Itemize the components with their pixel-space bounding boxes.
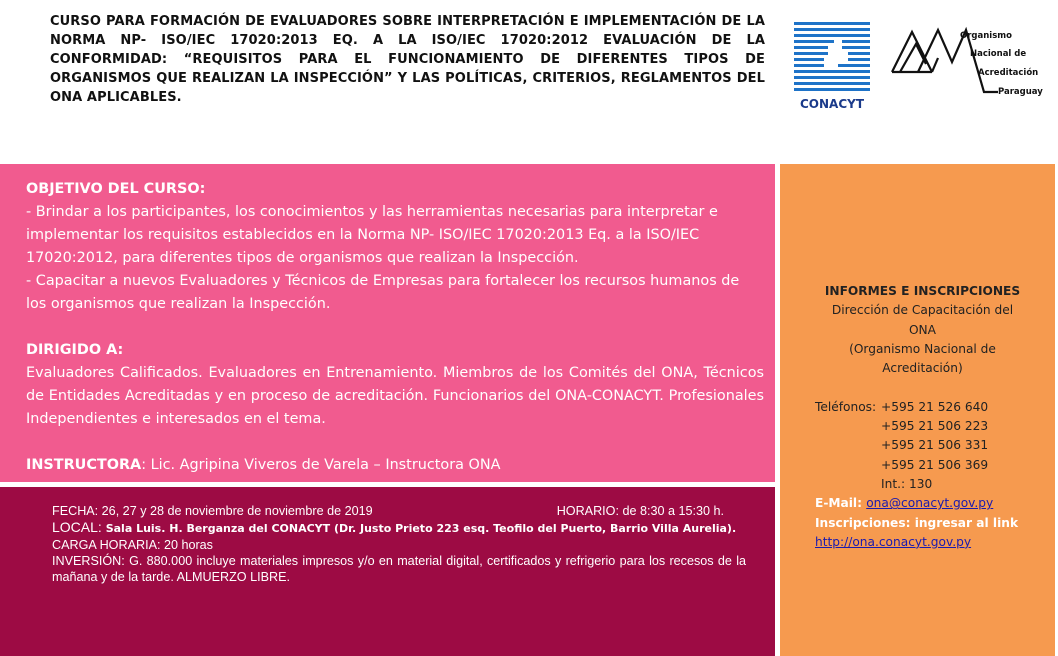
phone-3: +595 21 506 331 [881, 438, 989, 453]
svg-text:Acreditación: Acreditación [978, 68, 1039, 78]
instructor-line [26, 454, 764, 477]
phone-4: +595 21 506 369 [881, 457, 989, 472]
phone-1: +595 21 526 640 [881, 399, 989, 414]
phone-row-1 [815, 398, 1030, 417]
date-text: FECHA: 26, 27 y 28 de noviembre de noviembre de 2019 [52, 504, 373, 518]
details-section [0, 487, 775, 656]
target-text: Evaluadores Calificados. Evaluadores en Entrenamiento. Miembros de los Comités del ONA, Técnicos de Entidades Acreditadas y en proceso de acreditación. Funcionarios del ONA-CONACYT. Profesionales Independientes e interesados en el tema. [26, 365, 764, 427]
extension: Int.: 130 [881, 476, 933, 491]
svg-text:Nacional de: Nacional de [970, 49, 1027, 59]
info-title: INFORMES E INSCRIPCIONES [824, 284, 1021, 298]
info-line-1: Dirección de Capacitación del [831, 303, 1014, 318]
phones-label: Teléfonos: [815, 399, 877, 414]
registration-text: Inscripciones: ingresar al link [815, 515, 1019, 530]
info-line-2: ONA [908, 322, 937, 337]
info-line-4: Acreditación) [882, 361, 963, 376]
svg-text:CONACYT: CONACYT [799, 97, 865, 111]
location-text: Sala Luis. H. Berganza del CONACYT (Dr. Justo Prieto 223 esq. Teofilo del Puerto, Barrio Villa Aurelia). [105, 522, 737, 535]
location-label: LOCAL: [52, 519, 106, 535]
objective-heading: OBJETIVO DEL CURSO: [26, 181, 206, 197]
svg-text:Organismo: Organismo [960, 31, 1012, 41]
email-row [815, 494, 1030, 513]
schedule-text: HORARIO: de 8:30 a 15:30 h. [556, 504, 724, 518]
phone-2: +595 21 506 223 [881, 419, 989, 434]
conacyt-logo [792, 20, 874, 112]
info-line-3: (Organismo Nacional de [849, 341, 996, 356]
instructor-label: INSTRUCTORA [26, 457, 142, 473]
investment-text: INVERSIÓN: G. 880.000 incluye materiales impresos y/o en material digital, certificados y refrigerio para los recesos de la mañana y de la tarde. ALMUERZO LIBRE. [52, 554, 746, 584]
email-link[interactable]: ona@conacyt.gov.py [866, 496, 994, 511]
email-label: E-Mail: [815, 496, 867, 511]
target-heading: DIRIGIDO A: [26, 342, 124, 358]
objective-item-1: - Brindar a los participantes, los conocimientos y las herramientas necesarias para interpretar e implementar los requisitos establecidos en la Norma NP- ISO/IEC 17020:2013 Eq. a la ISO/IEC 17020:2012, para diferentes tipos de organismos que realizan la Inspección. [26, 204, 718, 266]
objective-item-2: - Capacitar a nuevos Evaluadores y Técnicos de Empresas para fortalecer los recursos humanos de los organismos que realizan la Inspección. [26, 273, 740, 312]
website-link[interactable]: http://ona.conacyt.gov.py [815, 534, 972, 549]
info-section [780, 164, 1055, 656]
instructor-text: : Lic. Agripina Viveros de Varela – Instructora ONA [141, 457, 501, 473]
course-title: CURSO PARA FORMACIÓN DE EVALUADORES SOBRE INTERPRETACIÓN E IMPLEMENTACIÓN DE LA NORMA NP- ISO/IEC 17020:2013 EQ. A LA ISO/IEC 17020:2012 EVALUACIÓN DE LA CONFORMIDAD: “REQUISITOS PARA EL FUNCIONAMIENTO DE DIFERENTES TIPOS DE ORGANISMOS QUE REALIZAN LA INSPECCIÓN” Y LAS POLÍTICAS, CRITERIOS, REGLAMENTOS DEL ONA APLICABLES. [50, 14, 765, 105]
hours-text: CARGA HORARIA: 20 horas [52, 538, 213, 552]
location-line [52, 519, 746, 537]
ona-logo [888, 22, 1048, 114]
svg-text:Paraguay: Paraguay [998, 87, 1043, 97]
objective-section [0, 164, 775, 482]
